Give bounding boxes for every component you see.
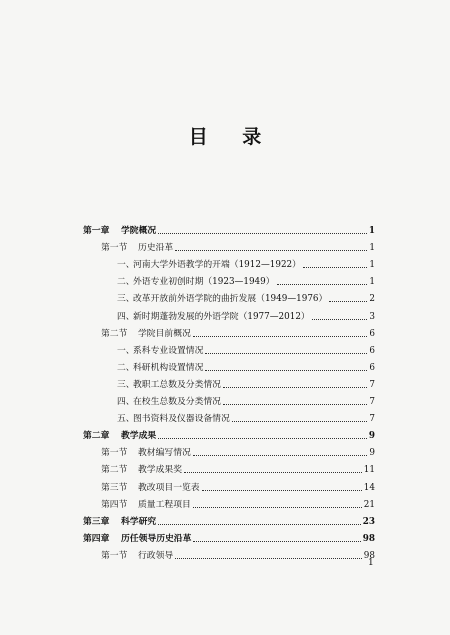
toc-entry (117, 289, 375, 305)
toc-entry-label (101, 242, 173, 254)
toc-entry-number: 二、 (117, 362, 135, 373)
toc-entry-page: 23 (362, 516, 375, 527)
toc-entry (101, 443, 375, 459)
page-title: 目 录 (188, 126, 276, 148)
toc-entry-label (101, 328, 191, 340)
toc-entry-page: 1 (369, 260, 375, 271)
toc-leader-dots (329, 301, 367, 302)
toc-entry-number: 三、 (117, 294, 135, 305)
toc-entry-page: 7 (369, 379, 375, 390)
toc-entry-title: 历史沿革 (138, 243, 174, 254)
toc-entry-number: 五、 (117, 414, 135, 425)
toc-entry (117, 392, 375, 408)
toc-entry-title: 新时期蓬勃发展的外语学院（1977—2012） (133, 311, 310, 322)
page-number: 1 (368, 558, 374, 568)
toc-leader-dots (232, 421, 368, 422)
toc-entry-label (117, 276, 275, 288)
toc-entry (117, 272, 375, 288)
toc-entry-label (101, 550, 173, 562)
toc-entry-title: 学院目前概况 (138, 328, 191, 339)
toc-leader-dots (193, 455, 368, 456)
toc-entry (117, 341, 375, 357)
toc-entry-page: 1 (368, 226, 375, 236)
toc-entry-title: 教学成果奖 (138, 465, 182, 476)
toc-entry-title: 河南大学外语教学的开端（1912—1922） (133, 260, 301, 271)
toc-entry-page: 9 (369, 448, 375, 459)
toc-leader-dots (175, 558, 362, 559)
toc-entry-number: 第一章 (83, 226, 110, 236)
toc-entry-title: 系科专业设置情况 (133, 345, 204, 356)
toc-leader-dots (277, 284, 368, 285)
toc-entry-page: 6 (369, 328, 375, 339)
toc-leader-dots (158, 524, 361, 525)
toc-entry-title: 科学研究 (121, 516, 157, 527)
toc-entry-page: 6 (369, 362, 375, 373)
toc-entry-page: 98 (362, 533, 375, 544)
toc-entry (101, 546, 375, 562)
toc-entry-number: 第二章 (83, 431, 110, 442)
toc-entry-label (83, 225, 156, 237)
toc-leader-dots (205, 353, 367, 354)
toc-entry-number: 第三节 (101, 482, 128, 493)
toc-entry (101, 324, 375, 340)
toc-entry-number: 三、 (117, 379, 135, 390)
toc-entry-title: 教职工总数及分类情况 (133, 379, 221, 390)
toc-entry-page: 11 (363, 465, 375, 476)
toc-entry (117, 409, 375, 425)
toc-entry-number: 第四节 (101, 499, 128, 510)
toc-entry-number: 第二节 (101, 465, 128, 476)
toc-entry-label (117, 345, 203, 357)
toc-entry-number: 第一节 (101, 448, 128, 459)
toc-entry (83, 529, 375, 545)
toc-entry-title: 教改项目一览表 (138, 482, 200, 493)
toc-entry-number: 第四章 (83, 533, 110, 544)
toc-leader-dots (193, 541, 360, 542)
toc-entry-page: 3 (369, 311, 375, 322)
toc-leader-dots (158, 233, 367, 234)
toc-entry-title: 教学成果 (121, 431, 157, 442)
toc-entry-number: 四、 (117, 311, 135, 322)
toc-entry-title: 质量工程项目 (138, 499, 191, 510)
toc-entry (101, 478, 375, 494)
toc-leader-dots (303, 267, 367, 268)
toc-entry (117, 307, 375, 323)
toc-entry-page: 1 (369, 243, 375, 254)
toc-entry (117, 375, 375, 391)
toc-entry-label (101, 464, 182, 476)
toc-entry-label (117, 413, 230, 425)
toc-entry-title: 教材编写情况 (138, 448, 191, 459)
toc-leader-dots (205, 370, 367, 371)
toc-entry-title: 改革开放前外语学院的曲折发展（1949—1976） (133, 294, 328, 305)
toc-leader-dots (193, 336, 368, 337)
toc-entry-number: 一、 (117, 345, 135, 356)
toc-entry-label (117, 259, 301, 271)
toc-leader-dots (158, 438, 367, 439)
toc-entry-number: 第二节 (101, 328, 128, 339)
toc-entry-page: 1 (369, 277, 375, 288)
toc-entry-page: 6 (369, 345, 375, 356)
toc-entry (117, 255, 375, 271)
toc-entry-label (83, 533, 191, 545)
toc-entry-page: 98 (363, 550, 375, 561)
toc-leader-dots (193, 507, 362, 508)
toc-leader-dots (223, 387, 367, 388)
toc-entry (83, 512, 375, 528)
toc-entry-label (83, 430, 156, 442)
toc-entry-page: 7 (369, 397, 375, 407)
toc-entry (101, 460, 375, 476)
toc-entry-page: 14 (363, 482, 375, 493)
toc-entry-label (117, 379, 221, 391)
toc-entry-title: 外语专业初创时期（1923—1949） (133, 277, 275, 288)
toc-entry-page: 2 (369, 294, 375, 305)
toc-entry-title: 历任领导历史沿革 (121, 533, 192, 544)
toc-entry-number: 二、 (117, 277, 135, 288)
toc-entry-number: 第三章 (83, 516, 110, 527)
toc-leader-dots (184, 472, 362, 473)
toc-entry-number: 第一节 (101, 243, 128, 254)
toc-leader-dots (312, 319, 368, 320)
toc-entry (83, 426, 375, 442)
toc-entry-label (101, 482, 200, 494)
toc-entry-title: 在校生总数及分类情况 (133, 397, 221, 407)
toc-entry (83, 221, 375, 237)
toc-entry (117, 358, 375, 374)
toc-entry-title: 学院概况 (121, 226, 157, 236)
toc-entry-label (117, 396, 221, 408)
toc-entry-title: 科研机构设置情况 (133, 362, 204, 373)
toc-entry (101, 495, 375, 511)
toc-entry-title: 行政领导 (138, 550, 174, 561)
toc-entry-label (117, 362, 203, 374)
toc-entry-label (101, 499, 191, 511)
toc-entry-label (101, 447, 191, 459)
toc-entry-page: 7 (369, 414, 375, 425)
toc-entry-label (83, 516, 156, 528)
toc-entry-number: 第一节 (101, 550, 128, 561)
toc-entry-number: 一、 (117, 260, 135, 271)
toc-entry-label (117, 311, 310, 323)
toc-entry-page: 21 (363, 499, 375, 510)
toc-entry-title: 图书资料及仪器设备情况 (133, 414, 230, 425)
toc-leader-dots (202, 490, 362, 491)
toc-entry-label (117, 293, 327, 305)
toc-entry-number: 四、 (117, 397, 135, 407)
toc-entry-page: 9 (368, 431, 375, 442)
toc-leader-dots (223, 404, 367, 405)
toc-entry (101, 238, 375, 254)
toc-leader-dots (175, 250, 367, 251)
